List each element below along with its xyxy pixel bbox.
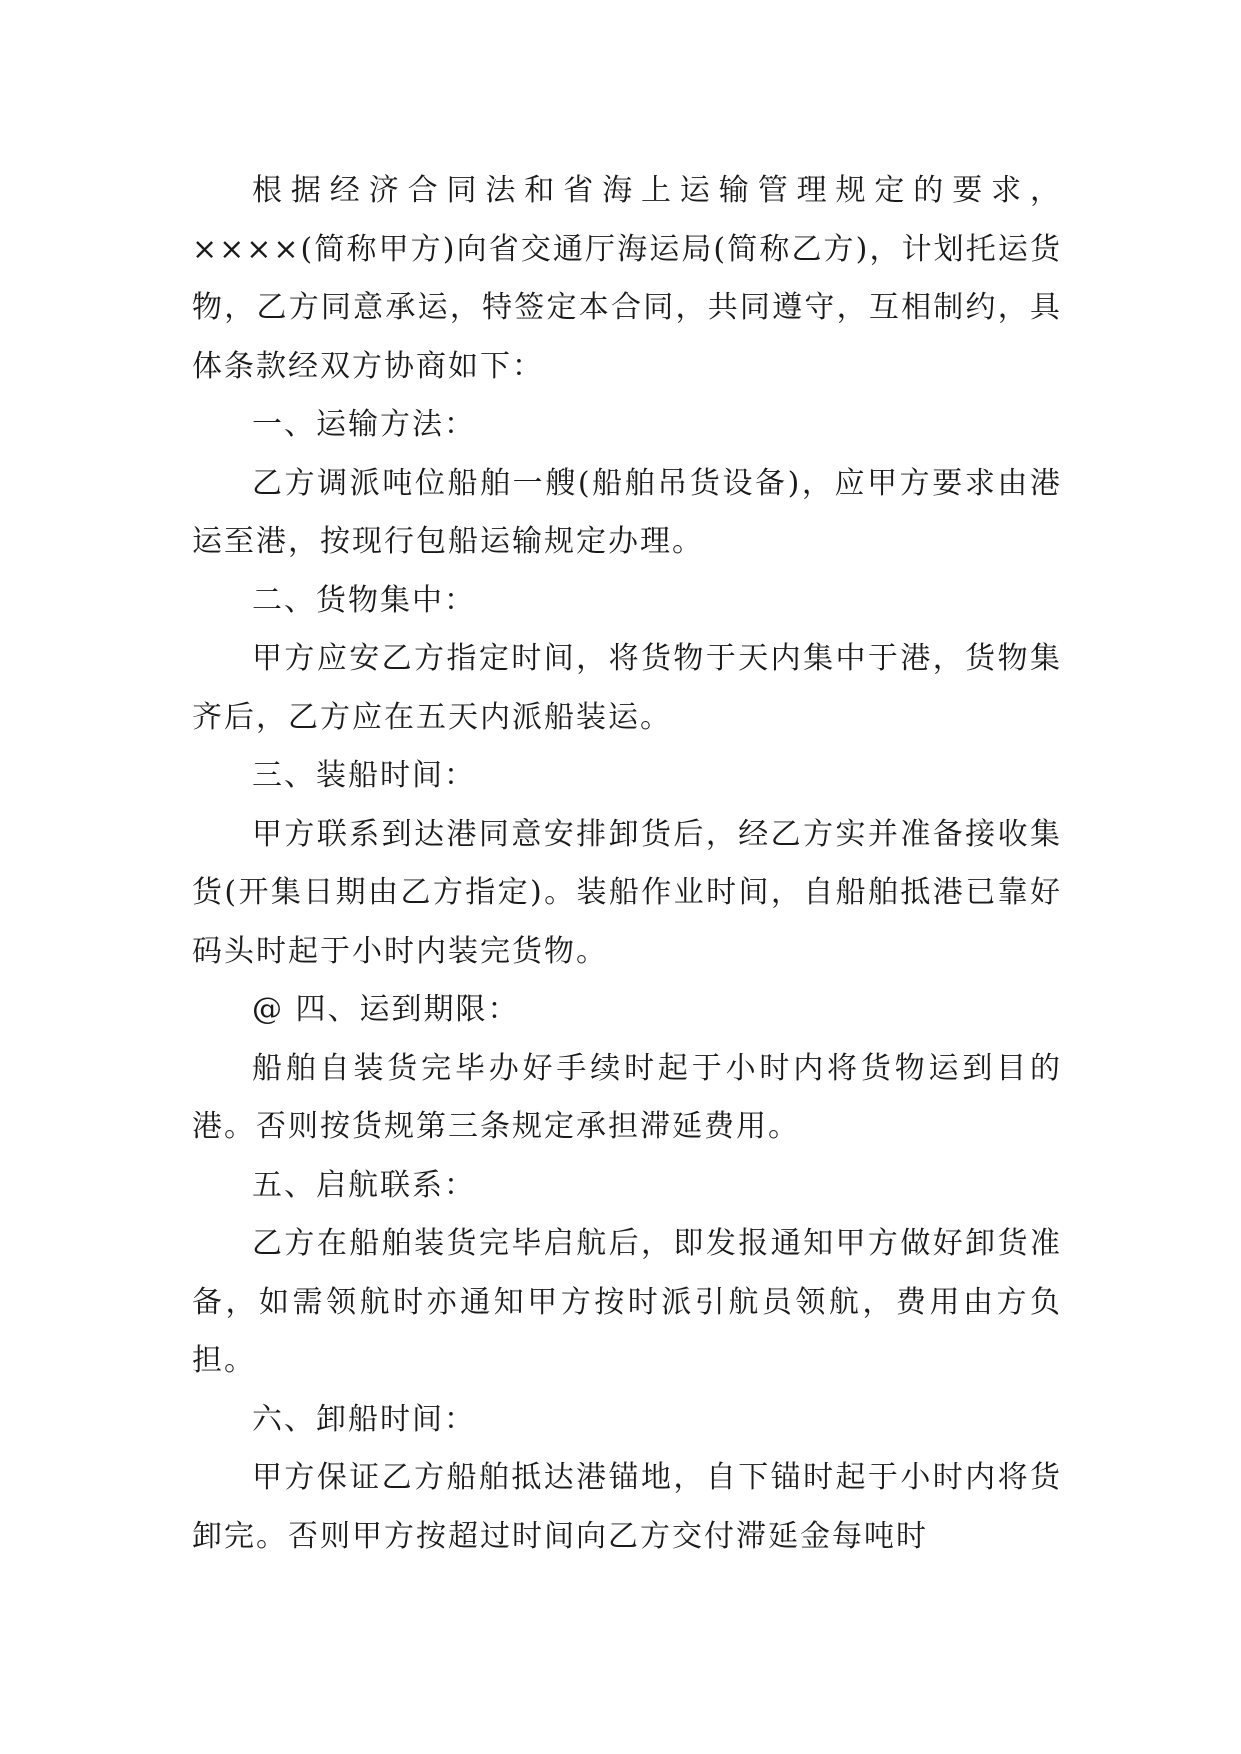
section-text-delivery-deadline: 船舶自装货完毕办好手续时起于小时内将货物运到目的港。否则按货规第三条规定承担滞延费用。 xyxy=(192,1050,1062,1144)
section-text-cargo-collection: 甲方应安乙方指定时间，将货物于天内集中于港，货物集齐后，乙方应在五天内派船装运。 xyxy=(192,641,1062,735)
intro-paragraph: 根据经济合同法和省海上运输管理规定的要求，××××(简称甲方)向省交通厅海运局(简称乙方)，计划托运货物，乙方同意承运，特签定本合同，共同遵守，互相制约，具体条款经双方协商如下： xyxy=(192,173,1062,384)
section-heading-transport-method: 一、运输方法： xyxy=(252,407,476,442)
section-heading-delivery-deadline: @ 四、运到期限： xyxy=(252,992,520,1027)
section-text-loading-time: 甲方联系到达港同意安排卸货后，经乙方实并准备接收集货(开集日期由乙方指定)。装船作业时间，自船舶抵港已靠好码头时起于小时内装完货物。 xyxy=(192,816,1062,969)
section-text-departure-contact: 乙方在船舶装货完毕启航后，即发报通知甲方做好卸货准备，如需领航时亦通知甲方按时派引航员领航，费用由方负担。 xyxy=(192,1226,1062,1378)
section-heading-departure-contact: 五、启航联系： xyxy=(252,1167,476,1203)
contract-body xyxy=(192,162,1062,1566)
section-text-transport-method: 乙方调派吨位船舶一艘(船舶吊货设备)，应甲方要求由港运至港，按现行包船运输规定办理。 xyxy=(192,465,1062,559)
section-heading-unloading-time: 六、卸船时间： xyxy=(252,1401,476,1437)
section-text-unloading-time: 甲方保证乙方船舶抵达港锚地，自下锚时起于小时内将货卸完。否则甲方按超过时间向乙方交付滞延金每吨时 xyxy=(192,1460,1062,1554)
section-heading-loading-time: 三、装船时间： xyxy=(252,758,476,793)
section-heading-cargo-collection: 二、货物集中： xyxy=(252,582,476,618)
